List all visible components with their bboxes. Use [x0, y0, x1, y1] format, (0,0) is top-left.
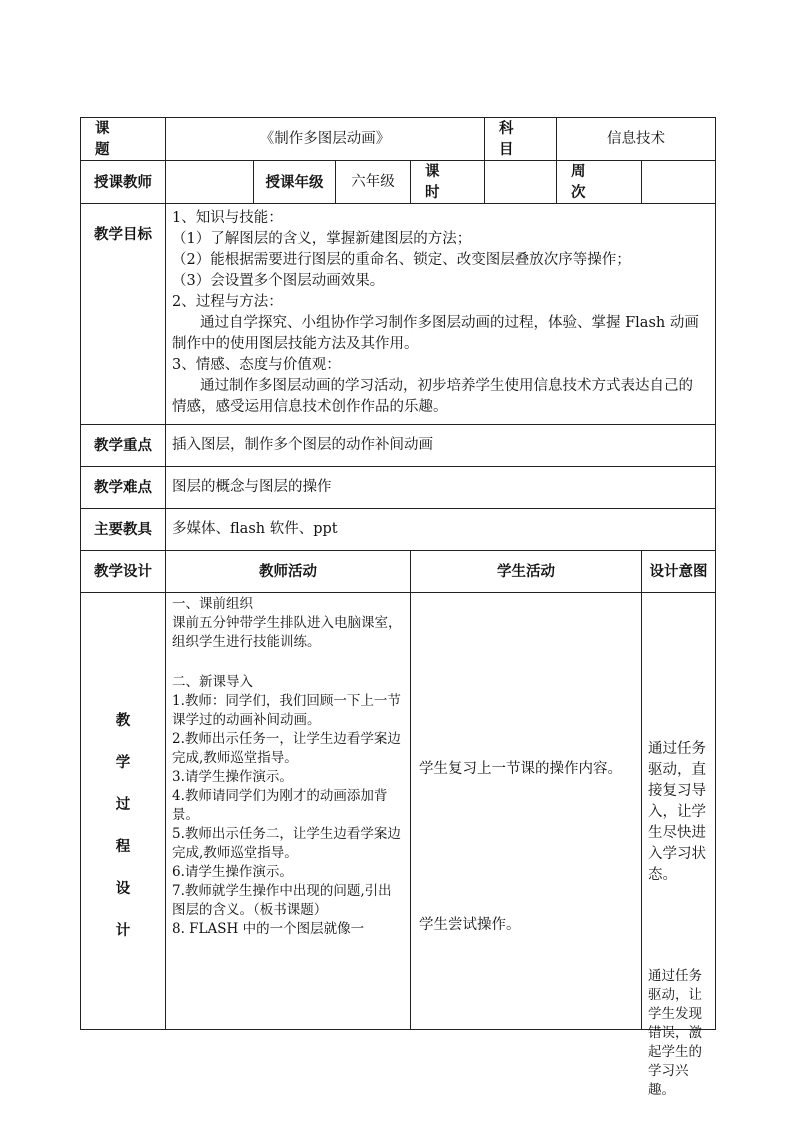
teacher-label: 授课教师: [81, 161, 166, 204]
topic-row: [81, 118, 716, 161]
topic-label: 课 题: [81, 118, 166, 161]
process-side-label: [81, 593, 166, 1030]
teacher-row: [81, 161, 716, 204]
student-activity-cell: [411, 593, 642, 1030]
topic-value: 《制作多图层动画》: [166, 118, 485, 161]
design-label: 教学设计: [81, 551, 166, 593]
tools-value: 多媒体、flash 软件、ppt: [166, 509, 716, 551]
teacher-value: [166, 161, 254, 204]
teacher-activity-line: 二、新课导入: [172, 674, 253, 690]
side-char: 设: [115, 880, 131, 897]
subject-label: 科 目: [485, 118, 557, 161]
student-activity-2: 学生尝试操作。: [419, 917, 521, 933]
teacher-activity-line: 课前五分钟带学生排队进入电脑课室，组织学生进行技能训练。: [172, 615, 402, 650]
week-label: 周 次: [557, 161, 642, 204]
objectives-content: [166, 204, 716, 425]
teacher-activity-line: 1.教师：同学们，我们回顾一下上一节课学过的动画补间动画。: [172, 693, 401, 728]
key-points-row: [81, 425, 716, 467]
teacher-activity-line: 8. FLASH 中的一个图层就像一: [172, 921, 365, 937]
design-intent-cell: [642, 593, 716, 1098]
side-char: 学: [115, 754, 131, 771]
teacher-activity-line: 6.请学生操作演示。: [172, 864, 293, 880]
week-value: [642, 161, 716, 204]
side-char: 过: [115, 796, 131, 813]
teacher-activity-line: 2.教师出示任务一，让学生边看学案边完成,教师巡堂指导。: [172, 731, 401, 766]
design-intent-2: 通过任务驱动，让学生发现错误，激起学生的学习兴趣。: [648, 968, 702, 1098]
teacher-activity-line: 3.请学生操作演示。: [172, 769, 293, 785]
objectives-line: （2）能根据需要进行图层的重命名、锁定、改变图层叠放次序等操作；: [172, 252, 631, 268]
side-char: 教: [115, 712, 131, 729]
objectives-line: 通过自学探究、小组协作学习制作多图层动画的过程，体验、掌握 Flash 动画制作中的使用图层技能方法及其作用。: [172, 315, 699, 352]
design-header-row: [81, 551, 716, 593]
grade-label: 授课年级: [254, 161, 336, 204]
objectives-label: 教学目标: [81, 204, 166, 425]
teacher-activity-header: 教师活动: [166, 551, 411, 593]
subject-value: 信息技术: [557, 118, 716, 161]
key-points-label: 教学重点: [81, 425, 166, 467]
grade-value: 六年级: [336, 161, 411, 204]
objectives-line: 通过制作多图层动画的学习活动，初步培养学生使用信息技术方式表达自己的情感，感受运用信息技术创作作品的乐趣。: [172, 378, 693, 415]
teacher-activity-line: 一、课前组织: [172, 596, 253, 612]
tools-row: [81, 509, 716, 551]
teacher-activity-line: 7.教师就学生操作中出现的问题,引出图层的含义。（板书课题）: [172, 883, 392, 918]
period-value: [485, 161, 557, 204]
side-char: 程: [115, 838, 131, 855]
difficulties-label: 教学难点: [81, 467, 166, 509]
student-activity-header: 学生活动: [411, 551, 642, 593]
teacher-activity-cell: [166, 593, 411, 1030]
difficulties-row: [81, 467, 716, 509]
teacher-activity-gap: [172, 652, 404, 673]
tools-label: 主要教具: [81, 509, 166, 551]
key-points-value: 插入图层，制作多个图层的动作补间动画: [166, 425, 716, 467]
objectives-line: （3）会设置多个图层动画效果。: [172, 273, 385, 289]
objectives-line: 1、知识与技能：: [172, 210, 283, 226]
difficulties-value: 图层的概念与图层的操作: [166, 467, 716, 509]
objectives-row: [81, 204, 716, 425]
period-label: 课 时: [411, 161, 485, 204]
process-row: [81, 593, 716, 1030]
objectives-line: 2、过程与方法：: [172, 294, 283, 310]
side-char: 计: [115, 922, 131, 939]
lesson-plan-table: [80, 117, 716, 1098]
objectives-line: （1）了解图层的含义，掌握新建图层的方法；: [172, 231, 472, 247]
design-intent-header: 设计意图: [642, 551, 716, 593]
student-activity-1: 学生复习上一节课的操作内容。: [419, 761, 622, 777]
design-intent-1: 通过任务驱动，直接复习导入，让学生尽快进入学习状态。: [648, 741, 706, 883]
objectives-line: 3、情感、态度与价值观：: [172, 357, 341, 373]
teacher-activity-line: 4.教师请同学们为刚才的动画添加背景。: [172, 788, 388, 823]
teacher-activity-line: 5.教师出示任务二，让学生边看学案边完成,教师巡堂指导。: [172, 826, 401, 861]
